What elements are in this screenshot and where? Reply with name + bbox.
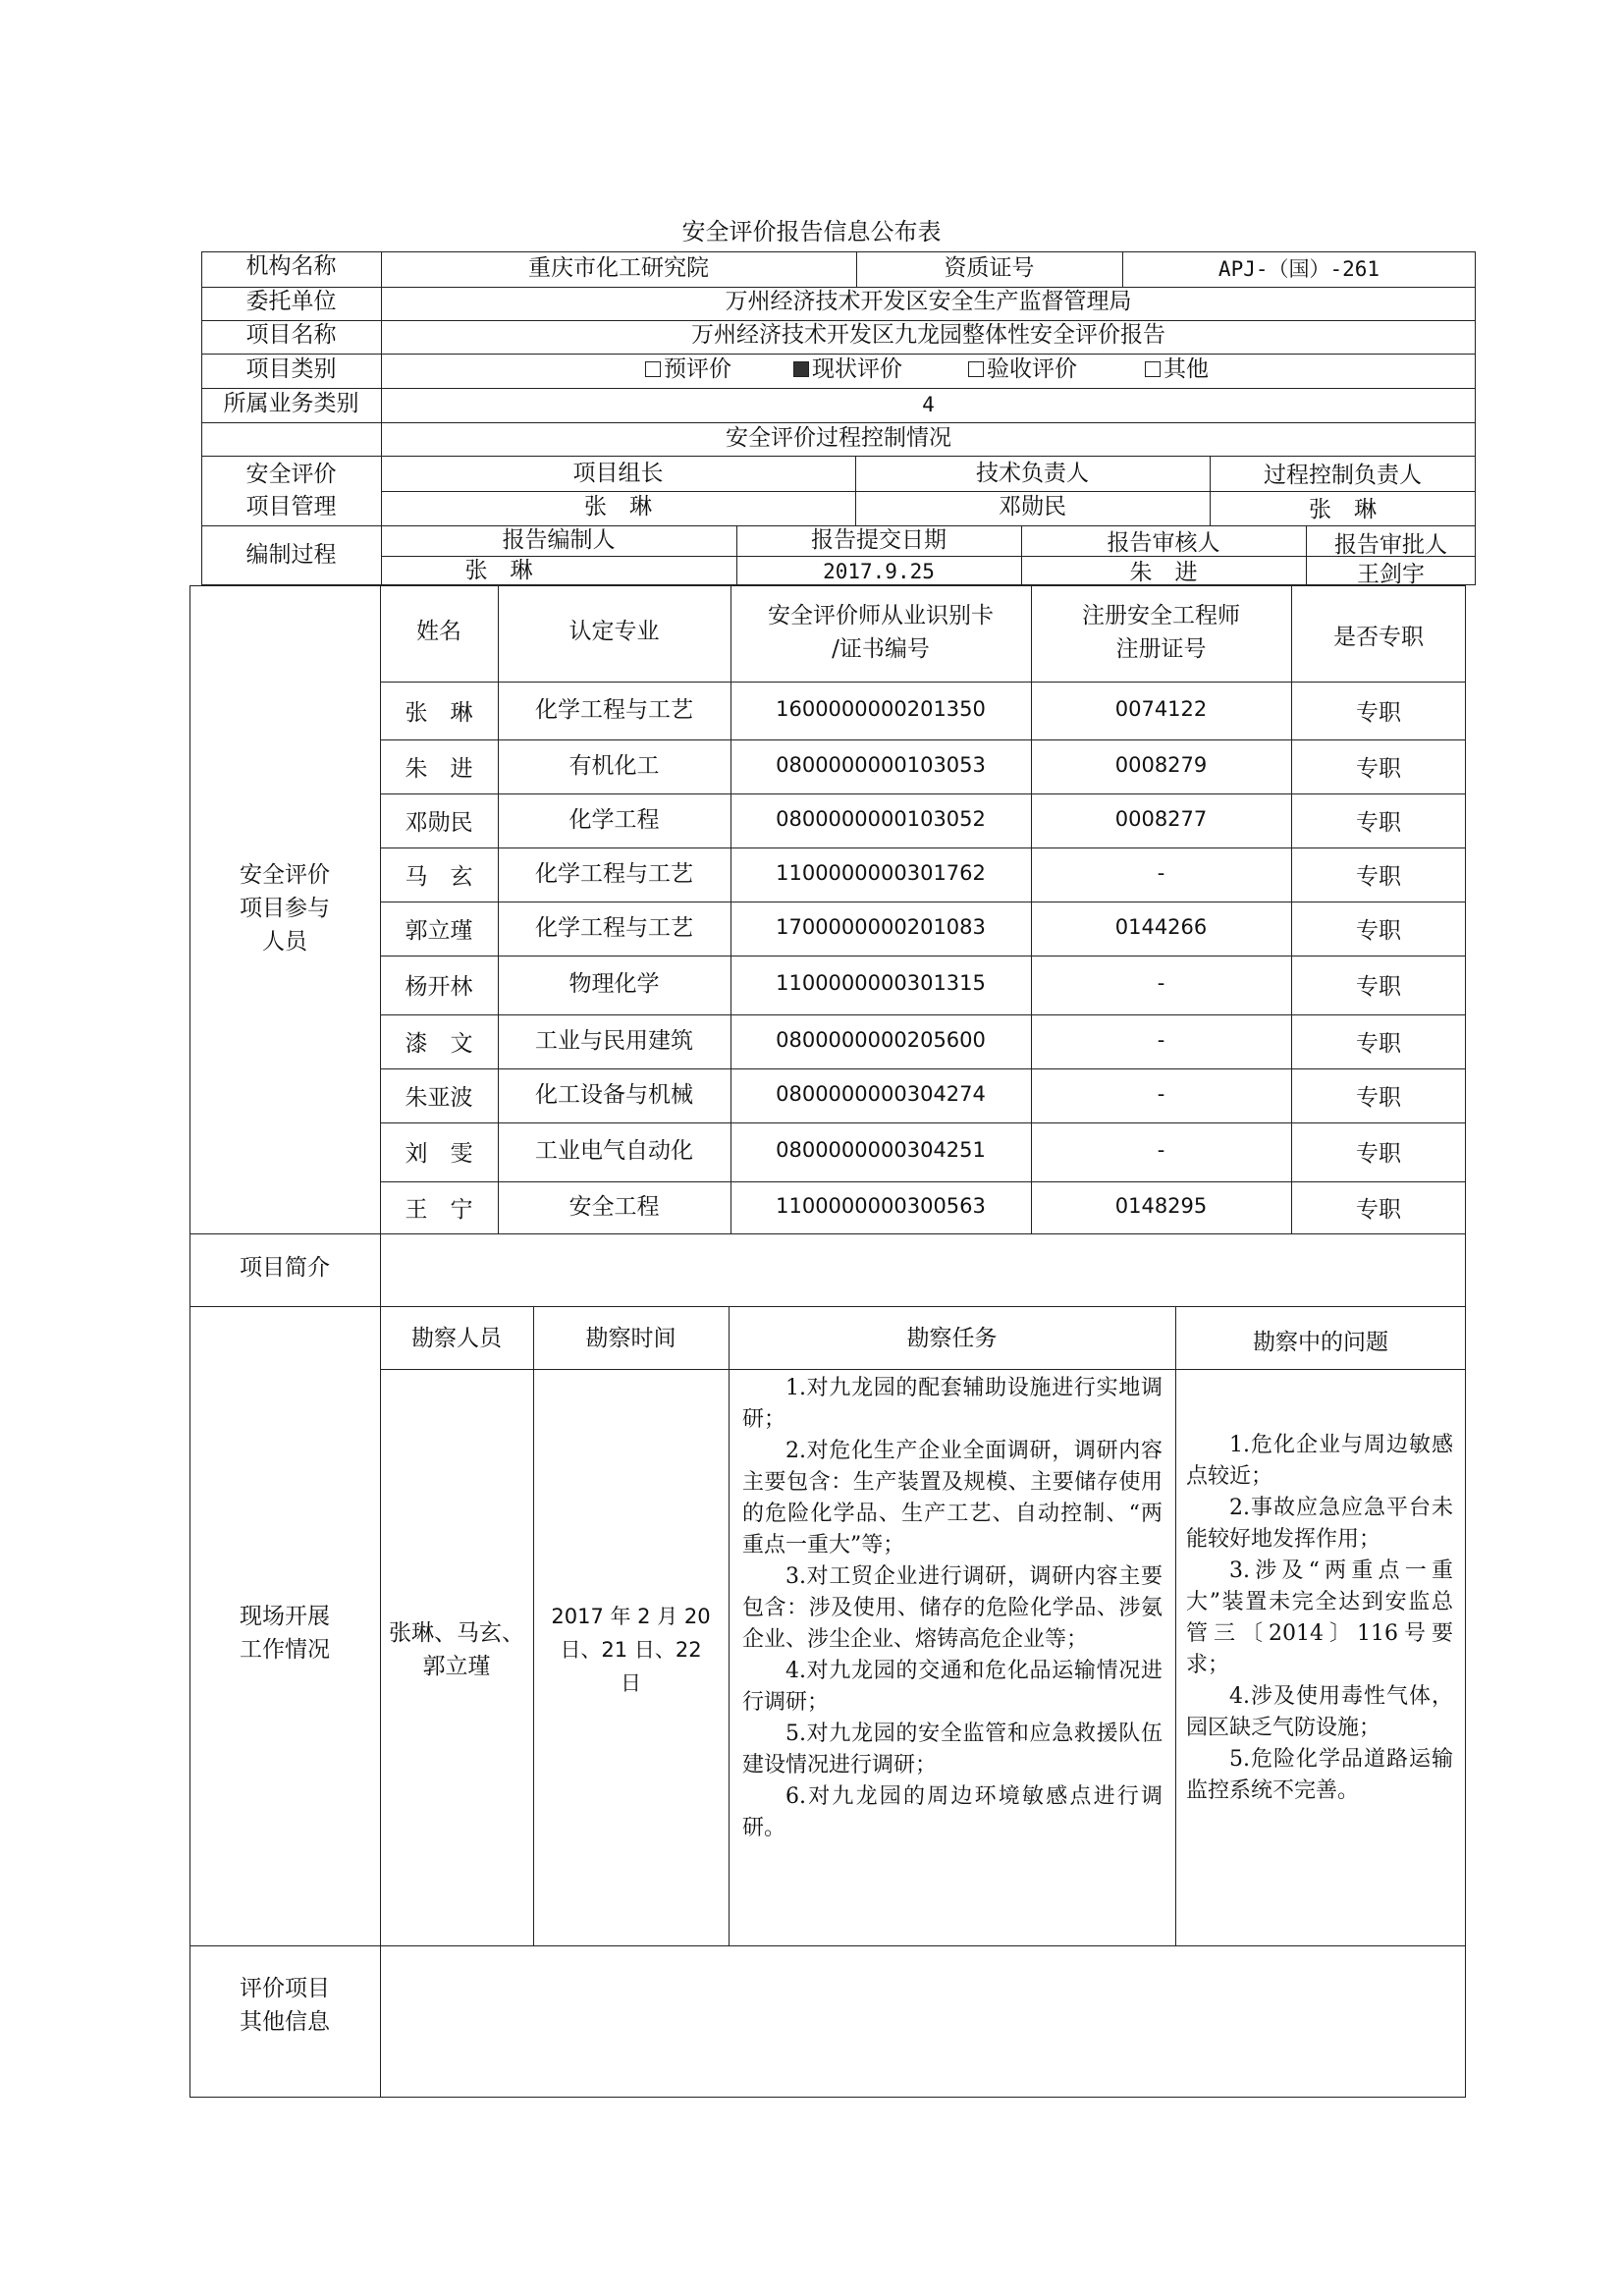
date-label: 报告提交日期 xyxy=(811,527,947,553)
person-name: 朱 进 xyxy=(405,755,473,782)
header-time: 勘察时间 xyxy=(585,1326,676,1351)
person-fulltime: 专职 xyxy=(1356,917,1401,944)
person-name: 杨开林 xyxy=(405,974,473,1000)
control-name: 张 琳 xyxy=(1309,497,1377,522)
person-major: 化学工程与工艺 xyxy=(535,860,693,887)
header-name: 姓名 xyxy=(416,619,461,644)
fieldwork-time-2: 日、21 日、22 xyxy=(560,1638,702,1662)
person-fulltime: 专职 xyxy=(1356,1141,1401,1167)
person-major: 化学工程与工艺 xyxy=(535,914,693,941)
person-name: 朱亚波 xyxy=(405,1084,473,1111)
leader-name: 张 琳 xyxy=(584,494,652,519)
person-fulltime: 专职 xyxy=(1356,1084,1401,1111)
person-name: 刘 雯 xyxy=(405,1141,473,1167)
task-item: 5.对九龙园的安全监管和应急救援队伍建设情况进行调研； xyxy=(742,1722,1163,1777)
person-fulltime: 专职 xyxy=(1356,809,1401,836)
task-item: 2.对危化生产企业全面调研，调研内容主要包含：生产装置及规模、主要储存使用的危险化学品、生产工艺、自动控制、“两重点一重大”等； xyxy=(742,1439,1163,1558)
header-staff: 勘察人员 xyxy=(411,1326,502,1351)
project-label: 项目名称 xyxy=(245,322,337,348)
header-cert-1: 安全评价师从业识别卡 xyxy=(768,603,994,629)
fieldwork-tasks xyxy=(742,1373,1163,1844)
person-reg-number: 0148295 xyxy=(1114,1193,1208,1218)
checked-checkbox-icon xyxy=(793,361,809,377)
category-option-current: 现状评价 xyxy=(793,356,902,384)
tech-label: 技术负责人 xyxy=(976,461,1089,486)
other-label-1: 评价项目 xyxy=(240,1976,330,2001)
person-major: 工业与民用建筑 xyxy=(535,1027,693,1054)
fieldwork-label-2: 工作情况 xyxy=(240,1637,330,1663)
header-major: 认定专业 xyxy=(568,619,660,644)
header-cert-2: /证书编号 xyxy=(832,636,930,662)
tech-name: 邓勋民 xyxy=(999,494,1066,519)
task-item: 3.对工贸企业进行调研，调研内容主要包含：涉及使用、储存的危险化学品、涉氨企业、涉尘企业、熔铸高危企业等； xyxy=(742,1564,1163,1652)
category-option-other: 其他 xyxy=(1145,356,1209,384)
fieldwork-label-1: 现场开展 xyxy=(240,1604,330,1629)
control-label: 过程控制负责人 xyxy=(1264,463,1422,488)
management-label-1: 安全评价 xyxy=(245,462,337,487)
person-reg-number: - xyxy=(1157,1027,1165,1052)
personnel-label-3: 人员 xyxy=(262,929,307,955)
fieldwork-staff-2: 郭立瑾 xyxy=(422,1654,491,1679)
person-name: 王 宁 xyxy=(405,1196,473,1223)
person-reg-number: - xyxy=(1157,1081,1165,1106)
author-name: 张 琳 xyxy=(464,558,533,583)
person-name: 郭立瑾 xyxy=(405,917,473,944)
client-name: 万州经济技术开发区安全生产监督管理局 xyxy=(725,289,1132,314)
business-value: 4 xyxy=(922,393,935,416)
person-major: 安全工程 xyxy=(568,1193,660,1220)
person-cert-number: 1100000000301762 xyxy=(776,860,986,885)
person-reg-number: - xyxy=(1157,860,1165,885)
category-label: 项目类别 xyxy=(245,356,337,382)
fieldwork-issues xyxy=(1186,1430,1453,1807)
business-label: 所属业务类别 xyxy=(223,391,359,416)
person-name: 张 琳 xyxy=(405,699,473,726)
checkbox-icon xyxy=(968,361,984,377)
person-cert-number: 0800000000304274 xyxy=(776,1081,986,1106)
summary-label: 项目简介 xyxy=(240,1255,330,1281)
person-cert-number: 0800000000103052 xyxy=(776,806,986,831)
form-title: 安全评价报告信息公布表 xyxy=(681,218,942,246)
approver-name: 王剑宇 xyxy=(1357,562,1425,587)
person-name: 马 玄 xyxy=(405,863,473,890)
other-label-2: 其他信息 xyxy=(240,2009,330,2035)
person-major: 化工设备与机械 xyxy=(535,1081,693,1108)
issue-item: 1.危化企业与周边敏感点较近； xyxy=(1186,1433,1453,1489)
person-reg-number: - xyxy=(1157,971,1165,995)
person-fulltime: 专职 xyxy=(1356,974,1401,1000)
org-label: 机构名称 xyxy=(245,253,337,279)
person-cert-number: 1100000000300563 xyxy=(776,1193,986,1218)
person-name: 漆 文 xyxy=(405,1030,473,1057)
fieldwork-time-1: 2017 年 2 月 20 xyxy=(551,1605,711,1628)
task-item: 1.对九龙园的配套辅助设施进行实地调研； xyxy=(742,1376,1163,1432)
header-tasks: 勘察任务 xyxy=(906,1326,998,1351)
person-reg-number: - xyxy=(1157,1138,1165,1162)
person-cert-number: 0800000000103053 xyxy=(776,752,986,777)
header-fulltime: 是否专职 xyxy=(1333,625,1424,650)
person-fulltime: 专职 xyxy=(1356,1196,1401,1223)
project-name: 万州经济技术开发区九龙园整体性安全评价报告 xyxy=(691,322,1165,348)
cert-label: 资质证号 xyxy=(944,255,1035,281)
header-reg-1: 注册安全工程师 xyxy=(1082,603,1240,629)
person-fulltime: 专职 xyxy=(1356,755,1401,782)
org-name: 重庆市化工研究院 xyxy=(528,255,709,281)
person-major: 化学工程 xyxy=(568,806,660,833)
issue-item: 5.危险化学品道路运输监控系统不完善。 xyxy=(1186,1747,1453,1803)
compile-label: 编制过程 xyxy=(245,542,337,568)
person-reg-number: 0008277 xyxy=(1114,806,1208,831)
person-fulltime: 专职 xyxy=(1356,863,1401,890)
submit-date: 2017.9.25 xyxy=(823,560,935,583)
person-major: 物理化学 xyxy=(568,971,660,997)
author-label: 报告编制人 xyxy=(502,527,616,553)
leader-label: 项目组长 xyxy=(572,461,664,486)
management-label-2: 项目管理 xyxy=(245,494,337,519)
person-cert-number: 0800000000304251 xyxy=(776,1138,986,1162)
task-item: 4.对九龙园的交通和危化品运输情况进行调研； xyxy=(742,1659,1163,1715)
header-reg-2: 注册证号 xyxy=(1115,636,1207,662)
client-label: 委托单位 xyxy=(245,289,337,314)
issue-item: 2.事故应急应急平台未能较好地发挥作用； xyxy=(1186,1496,1453,1552)
issue-item: 4.涉及使用毒性气体，园区缺乏气防设施； xyxy=(1186,1684,1453,1740)
fieldwork-staff-1: 张琳、马玄、 xyxy=(389,1620,524,1646)
checkbox-icon xyxy=(1145,361,1161,377)
person-name: 邓勋民 xyxy=(405,809,473,836)
category-option-pre: 预评价 xyxy=(645,356,731,384)
checkbox-icon xyxy=(645,361,661,377)
person-fulltime: 专职 xyxy=(1356,699,1401,726)
person-major: 化学工程与工艺 xyxy=(535,696,693,723)
person-reg-number: 0144266 xyxy=(1114,914,1208,939)
process-title: 安全评价过程控制情况 xyxy=(726,425,951,451)
personnel-label-1: 安全评价 xyxy=(240,862,330,888)
cert-number: APJ-（国）-261 xyxy=(1217,257,1380,281)
approver-label: 报告审批人 xyxy=(1334,532,1447,558)
task-item: 6.对九龙园的周边环境敏感点进行调研。 xyxy=(742,1784,1163,1840)
person-reg-number: 0074122 xyxy=(1114,696,1208,721)
person-cert-number: 1700000000201083 xyxy=(776,914,986,939)
person-cert-number: 1100000000301315 xyxy=(776,971,986,995)
issue-item: 3.涉及“两重点一重大”装置未完全达到安监总管三〔2014〕116号要求； xyxy=(1186,1558,1453,1677)
person-cert-number: 1600000000201350 xyxy=(776,696,986,721)
fieldwork-time-3: 日 xyxy=(621,1671,641,1695)
category-option-acceptance: 验收评价 xyxy=(968,356,1077,384)
reviewer-label: 报告审核人 xyxy=(1107,530,1220,556)
header-issues: 勘察中的问题 xyxy=(1253,1330,1388,1355)
person-major: 工业电气自动化 xyxy=(535,1138,693,1164)
person-cert-number: 0800000000205600 xyxy=(776,1027,986,1052)
reviewer-name: 朱 进 xyxy=(1129,560,1198,585)
person-fulltime: 专职 xyxy=(1356,1030,1401,1057)
personnel-label-2: 项目参与 xyxy=(240,896,330,921)
person-reg-number: 0008279 xyxy=(1114,752,1208,777)
person-major: 有机化工 xyxy=(568,752,660,779)
